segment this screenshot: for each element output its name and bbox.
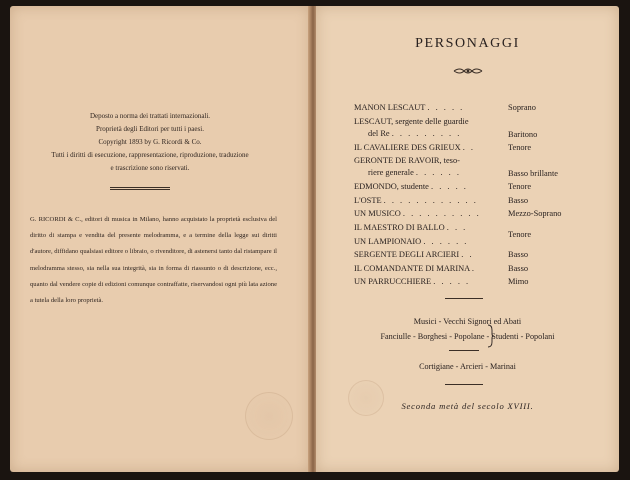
leader-dots: . . . . . . . . . . . . bbox=[383, 195, 478, 205]
cast-row bbox=[354, 222, 566, 239]
voice-type: Mezzo-Soprano bbox=[508, 209, 562, 219]
role-name: L'OSTE bbox=[354, 195, 382, 205]
role-name: IL COMANDANTE DI MARINA bbox=[354, 263, 470, 273]
cast-row bbox=[354, 116, 566, 142]
role-name-cont: riere generale bbox=[368, 168, 414, 178]
role-name: UN MUSICO bbox=[354, 209, 401, 219]
legal-line: Deposto a norma dei trattati internazionali. bbox=[89, 112, 211, 120]
legal-line: Copyright 1893 by G. Ricordi & Co. bbox=[98, 138, 202, 146]
leader-dots: . . . . . . . . . . bbox=[402, 209, 481, 219]
role-name-cont: del Re bbox=[368, 128, 390, 138]
voice-type: Tenore bbox=[508, 182, 532, 192]
role-name: GERONTE DE RAVOIR, teso- bbox=[354, 156, 460, 166]
role-name: MANON LESCAUT bbox=[354, 103, 426, 112]
leader-dots: . . . bbox=[446, 222, 468, 232]
cast-row bbox=[354, 249, 566, 263]
leader-dots: . . . . . . . . . bbox=[391, 128, 462, 138]
setting-note: Seconda metà del secolo XVIII. bbox=[401, 401, 534, 411]
voice-type: Soprano bbox=[508, 103, 536, 112]
page-title: PERSONAGGI bbox=[415, 36, 520, 51]
copyright-block bbox=[30, 110, 270, 175]
divider-rule bbox=[110, 187, 170, 190]
role-name: LESCAUT, sergente delle guardie bbox=[354, 116, 469, 126]
cast-row bbox=[354, 195, 566, 209]
role-name: EDMONDO, studente bbox=[354, 182, 429, 192]
leader-dots: . . . . . bbox=[433, 277, 471, 287]
voice-type: Mimo bbox=[508, 277, 529, 287]
cast-row bbox=[354, 236, 566, 250]
role-name: IL MAESTRO DI BALLO bbox=[354, 222, 445, 232]
cast-row bbox=[354, 276, 566, 290]
leader-dots: . . bbox=[462, 142, 475, 152]
role-name: UN LAMPIONAIO bbox=[354, 236, 422, 246]
voice-type: Basso bbox=[508, 250, 529, 260]
voice-type: Basso brillante bbox=[508, 169, 559, 179]
publisher-notice bbox=[30, 212, 277, 309]
leader-dots: . . . . . . bbox=[415, 168, 461, 178]
cast-list bbox=[354, 102, 566, 290]
divider-rule bbox=[445, 384, 483, 385]
legal-line: Proprietà degli Editori per tutti i paesi. bbox=[96, 125, 204, 133]
notice-paragraph: G. RICORDI & C., editori di musica in Milano, hanno acquistato la proprietà esclusiva del diritto di stampa e vendita del presente melodramma, e a termine della legge sui diritti d'autore, diffidano qualsiasi editore o libraio, o rivenditore, di astenersi tanto dal ristampare il melodramma stesso, sia nella sua integrità, sia in forma di riassunto o di descrizione, ecc., quanto dal vendere copie di edizioni comunque contraffatte, riservandosi ogni più lata azione a tutela della loro proprietà. bbox=[30, 216, 277, 305]
cast-row bbox=[354, 208, 566, 222]
leader-dots: . . . . . bbox=[431, 182, 468, 192]
cast-row bbox=[354, 102, 566, 116]
legal-line: e trascrizione sono riservati. bbox=[110, 164, 190, 172]
leader-dots: . bbox=[471, 263, 476, 273]
chorus-line: Cortigiane - Arcieri - Marinai bbox=[419, 362, 516, 371]
chorus-line: Musici - Vecchi Signori ed Abati bbox=[413, 317, 522, 326]
divider-rule bbox=[445, 298, 483, 299]
leader-dots: . . . . . bbox=[427, 103, 465, 112]
voice-type: Tenore bbox=[508, 229, 532, 239]
ornament-icon bbox=[452, 66, 484, 76]
leader-dots: . . bbox=[461, 250, 474, 260]
voice-type: Basso bbox=[508, 195, 529, 205]
voice-type: Basso bbox=[508, 263, 529, 273]
legal-line: Tutti i diritti di esecuzione, rappresentazione, riproduzione, traduzione bbox=[51, 151, 249, 159]
cast-row bbox=[354, 181, 566, 195]
leader-dots: . . . . . . bbox=[423, 236, 469, 246]
role-name: UN PARRUCCHIERE bbox=[354, 277, 432, 287]
role-name: SERGENTE DEGLI ARCIERI bbox=[354, 250, 460, 260]
cast-row bbox=[354, 263, 566, 277]
chorus-line: Fanciulle - Borghesi - Popolane - Studenti - Popolani bbox=[380, 332, 555, 341]
voice-type: Baritono bbox=[508, 129, 538, 139]
blind-stamp-left bbox=[245, 392, 293, 440]
cast-row bbox=[354, 155, 566, 181]
role-name: IL CAVALIERE DES GRIEUX bbox=[354, 142, 461, 152]
cast-row bbox=[354, 142, 566, 156]
divider-rule bbox=[449, 350, 479, 351]
voice-type: Tenore bbox=[508, 142, 532, 152]
